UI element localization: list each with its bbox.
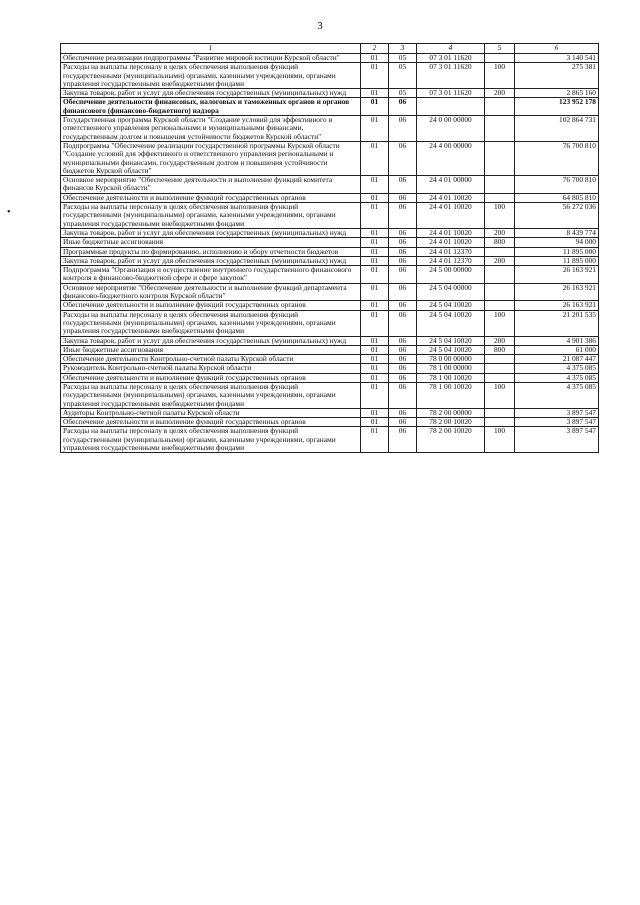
cell-target-article: 24 4 01 10020	[417, 228, 485, 237]
cell-amount: 4 375 085	[515, 364, 599, 373]
cell-section: 01	[361, 228, 389, 237]
cell-name: Иные бюджетные ассигнования	[61, 345, 361, 354]
cell-expense-type	[485, 141, 515, 175]
cell-name: Расходы на выплаты персоналу в целях обеспечения выполнения функций государственными (муниципальными) органами, казенными учреждениями, органами управления государственными внебюджетными фондами	[61, 203, 361, 229]
cell-section: 01	[361, 427, 389, 453]
cell-amount: 61 000	[515, 345, 599, 354]
table-row	[61, 310, 599, 336]
cell-subsection: 06	[389, 247, 417, 256]
cell-expense-type: 800	[485, 345, 515, 354]
cell-amount: 76 700 810	[515, 141, 599, 175]
table-row	[61, 364, 599, 373]
cell-subsection: 06	[389, 98, 417, 116]
cell-section: 01	[361, 336, 389, 345]
cell-section: 01	[361, 89, 389, 98]
page-number: 3	[317, 20, 323, 32]
cell-subsection: 06	[389, 345, 417, 354]
cell-subsection: 05	[389, 54, 417, 63]
cell-name: Закупка товаров, работ и услуг для обеспечения государственных (муниципальных) нужд	[61, 256, 361, 265]
cell-target-article: 24 4 00 00000	[417, 141, 485, 175]
cell-target-article: 07 3 01 11620	[417, 54, 485, 63]
cell-subsection: 06	[389, 176, 417, 194]
cell-name: Обеспечение деятельности финансовых, налоговых и таможенных органов и органов финансового (финансово-бюджетного) надзора	[61, 98, 361, 116]
cell-name: Расходы на выплаты персоналу в целях обеспечения выполнения функций государственными (муниципальными) органами, казенными учреждениями, органами управления государственными внебюджетными фондами	[61, 427, 361, 453]
table-row	[61, 266, 599, 284]
cell-target-article: 24 5 04 00000	[417, 283, 485, 301]
cell-target-article: 78 2 00 00000	[417, 408, 485, 417]
cell-expense-type	[485, 283, 515, 301]
cell-amount: 26 163 921	[515, 301, 599, 310]
cell-target-article: 78 1 00 10020	[417, 373, 485, 382]
cell-name: Иные бюджетные ассигнования	[61, 238, 361, 247]
cell-name: Закупка товаров, работ и услуг для обеспечения государственных (муниципальных) нужд	[61, 89, 361, 98]
cell-amount: 123 952 178	[515, 98, 599, 116]
cell-subsection: 06	[389, 256, 417, 265]
cell-section: 01	[361, 238, 389, 247]
cell-expense-type: 100	[485, 427, 515, 453]
cell-amount: 3 897 547	[515, 427, 599, 453]
cell-expense-type: 200	[485, 336, 515, 345]
cell-target-article: 78 1 00 10020	[417, 382, 485, 408]
cell-target-article: 24 5 04 10020	[417, 301, 485, 310]
cell-section: 01	[361, 382, 389, 408]
cell-subsection: 05	[389, 63, 417, 89]
table-row	[61, 98, 599, 116]
cell-expense-type: 200	[485, 89, 515, 98]
cell-section: 01	[361, 373, 389, 382]
table-row	[61, 203, 599, 229]
cell-target-article: 78 1 00 00000	[417, 364, 485, 373]
cell-target-article: 24 4 01 12370	[417, 256, 485, 265]
cell-subsection: 06	[389, 266, 417, 284]
cell-name: Подпрограмма "Обеспечение реализации государственной программы Курской области "Создание условий для эффективного и ответственного управления региональными и муниципальными финансами, государственным долгом и повышения устойчивости бюджетов Курской области"	[61, 141, 361, 175]
cell-expense-type	[485, 408, 515, 417]
cell-expense-type: 100	[485, 203, 515, 229]
table-row	[61, 283, 599, 301]
cell-target-article: 24 4 01 12370	[417, 247, 485, 256]
cell-target-article: 24 5 04 10020	[417, 336, 485, 345]
cell-expense-type	[485, 266, 515, 284]
table-row	[61, 141, 599, 175]
cell-section: 01	[361, 355, 389, 364]
cell-section: 01	[361, 256, 389, 265]
cell-target-article	[417, 98, 485, 116]
header-rz: 2	[361, 44, 389, 54]
cell-target-article: 78 0 00 00000	[417, 355, 485, 364]
cell-section: 01	[361, 301, 389, 310]
cell-name: Государственная программа Курской области "Создание условий для эффективного и ответственного управления региональными и муниципальными финансами, государственным долгом и повышения устойчивости бюджетов Курской области"	[61, 116, 361, 142]
cell-expense-type: 200	[485, 228, 515, 237]
cell-amount: 2 865 160	[515, 89, 599, 98]
cell-amount: 3 897 547	[515, 418, 599, 427]
table-row	[61, 427, 599, 453]
cell-expense-type	[485, 116, 515, 142]
cell-subsection: 06	[389, 364, 417, 373]
cell-subsection: 06	[389, 283, 417, 301]
cell-expense-type	[485, 355, 515, 364]
cell-subsection: 06	[389, 336, 417, 345]
table-row	[61, 238, 599, 247]
cell-subsection: 06	[389, 373, 417, 382]
cell-section: 01	[361, 364, 389, 373]
cell-expense-type: 100	[485, 63, 515, 89]
cell-section: 01	[361, 408, 389, 417]
cell-name: Обеспечение деятельности и выполнение функций государственных органов	[61, 418, 361, 427]
table-row	[61, 116, 599, 142]
cell-subsection: 06	[389, 382, 417, 408]
cell-expense-type	[485, 364, 515, 373]
cell-target-article: 24 4 01 00000	[417, 176, 485, 194]
header-csr: 4	[417, 44, 485, 54]
cell-name: Основное мероприятие "Обеспечение деятельности и выполнение функций комитета финансов Курской области"	[61, 176, 361, 194]
cell-expense-type	[485, 98, 515, 116]
cell-subsection: 06	[389, 427, 417, 453]
cell-section: 01	[361, 203, 389, 229]
cell-name: Расходы на выплаты персоналу в целях обеспечения выполнения функций государственными (муниципальными) органами, казенными учреждениями, органами управления государственными внебюджетными фондами	[61, 63, 361, 89]
cell-subsection: 06	[389, 418, 417, 427]
cell-amount: 8 439 774	[515, 228, 599, 237]
cell-amount: 26 163 921	[515, 283, 599, 301]
budget-table	[60, 43, 599, 453]
cell-section: 01	[361, 283, 389, 301]
cell-expense-type	[485, 301, 515, 310]
cell-name: Обеспечение деятельности и выполнение функций государственных органов	[61, 193, 361, 202]
cell-amount: 76 700 810	[515, 176, 599, 194]
cell-name: Обеспечение реализации подпрограммы "Развитие мировой юстиции Курской области"	[61, 54, 361, 63]
table-row	[61, 301, 599, 310]
header-sum: 6	[515, 44, 599, 54]
cell-expense-type: 100	[485, 310, 515, 336]
table-body	[61, 54, 599, 453]
cell-subsection: 06	[389, 310, 417, 336]
cell-amount: 11 895 000	[515, 247, 599, 256]
header-name: 1	[61, 44, 361, 54]
cell-subsection: 06	[389, 238, 417, 247]
cell-section: 01	[361, 193, 389, 202]
cell-name: Аудиторы Контрольно-счетной палаты Курской области	[61, 408, 361, 417]
cell-subsection: 06	[389, 141, 417, 175]
cell-amount: 64 805 810	[515, 193, 599, 202]
cell-expense-type: 200	[485, 256, 515, 265]
cell-name: Обеспечение деятельности Контрольно-счетной палаты Курской области	[61, 355, 361, 364]
cell-amount: 4 375 085	[515, 373, 599, 382]
cell-subsection: 06	[389, 228, 417, 237]
table-header-row	[61, 44, 599, 54]
cell-subsection: 06	[389, 203, 417, 229]
cell-amount: 3 897 547	[515, 408, 599, 417]
margin-mark: •	[7, 207, 11, 218]
cell-subsection: 06	[389, 408, 417, 417]
cell-section: 01	[361, 63, 389, 89]
cell-name: Расходы на выплаты персоналу в целях обеспечения выполнения функций государственными (муниципальными) органами, казенными учреждениями, органами управления государственными внебюджетными фондами	[61, 382, 361, 408]
table-row	[61, 336, 599, 345]
cell-amount: 94 000	[515, 238, 599, 247]
cell-target-article: 24 0 00 00000	[417, 116, 485, 142]
cell-target-article: 24 5 04 10020	[417, 345, 485, 354]
cell-name: Программные продукты по формированию, исполнению и обору отчетности бюджетов	[61, 247, 361, 256]
cell-expense-type: 800	[485, 238, 515, 247]
cell-name: Руководитель Контрольно-счетной палаты Курской области	[61, 364, 361, 373]
cell-target-article: 24 4 01 10020	[417, 193, 485, 202]
cell-section: 01	[361, 98, 389, 116]
cell-section: 01	[361, 418, 389, 427]
cell-amount: 21 201 535	[515, 310, 599, 336]
cell-amount: 21 087 447	[515, 355, 599, 364]
cell-subsection: 06	[389, 193, 417, 202]
cell-subsection: 05	[389, 89, 417, 98]
cell-section: 01	[361, 247, 389, 256]
cell-target-article: 78 2 00 10020	[417, 427, 485, 453]
cell-name: Обеспечение деятельности и выполнение функций государственных органов	[61, 301, 361, 310]
table-row	[61, 382, 599, 408]
cell-section: 01	[361, 54, 389, 63]
cell-expense-type	[485, 247, 515, 256]
cell-section: 01	[361, 266, 389, 284]
cell-name: Подпрограмма "Организация и осуществление внутреннего государственного финансового контроля в финансово-бюджетной сфере и сфере закупок"	[61, 266, 361, 284]
cell-name: Закупка товаров, работ и услуг для обеспечения государственных (муниципальных) нужд	[61, 336, 361, 345]
table-row	[61, 63, 599, 89]
cell-expense-type: 100	[485, 382, 515, 408]
cell-section: 01	[361, 141, 389, 175]
cell-subsection: 06	[389, 116, 417, 142]
cell-subsection: 06	[389, 301, 417, 310]
cell-target-article: 24 4 01 10020	[417, 203, 485, 229]
cell-target-article: 24 5 04 10020	[417, 310, 485, 336]
cell-name: Основное мероприятие "Обеспечение деятельности и выполнение функций департамента финансово-бюджетного контроля Курской области"	[61, 283, 361, 301]
cell-amount: 26 163 921	[515, 266, 599, 284]
cell-section: 01	[361, 176, 389, 194]
cell-amount: 3 140 541	[515, 54, 599, 63]
cell-target-article: 78 2 00 10020	[417, 418, 485, 427]
cell-amount: 4 901 386	[515, 336, 599, 345]
cell-subsection: 06	[389, 355, 417, 364]
cell-amount: 11 895 000	[515, 256, 599, 265]
cell-expense-type	[485, 176, 515, 194]
header-vr: 5	[485, 44, 515, 54]
cell-amount: 56 272 036	[515, 203, 599, 229]
cell-target-article: 24 4 01 10020	[417, 238, 485, 247]
table-row	[61, 176, 599, 194]
cell-target-article: 07 3 01 11620	[417, 89, 485, 98]
cell-name: Расходы на выплаты персоналу в целях обеспечения выполнения функций государственными (муниципальными) органами, казенными учреждениями, органами управления государственными внебюджетными фондами	[61, 310, 361, 336]
cell-section: 01	[361, 345, 389, 354]
cell-section: 01	[361, 310, 389, 336]
header-pr: 3	[389, 44, 417, 54]
table-row	[61, 247, 599, 256]
cell-target-article: 24 5 00 00000	[417, 266, 485, 284]
cell-amount: 102 864 731	[515, 116, 599, 142]
cell-target-article: 07 3 01 11620	[417, 63, 485, 89]
cell-amount: 275 381	[515, 63, 599, 89]
cell-amount: 4 375 085	[515, 382, 599, 408]
cell-name: Обеспечение деятельности и выполнение функций государственных органов	[61, 373, 361, 382]
cell-name: Закупка товаров, работ и услуг для обеспечения государственных (муниципальных) нужд	[61, 228, 361, 237]
cell-section: 01	[361, 116, 389, 142]
